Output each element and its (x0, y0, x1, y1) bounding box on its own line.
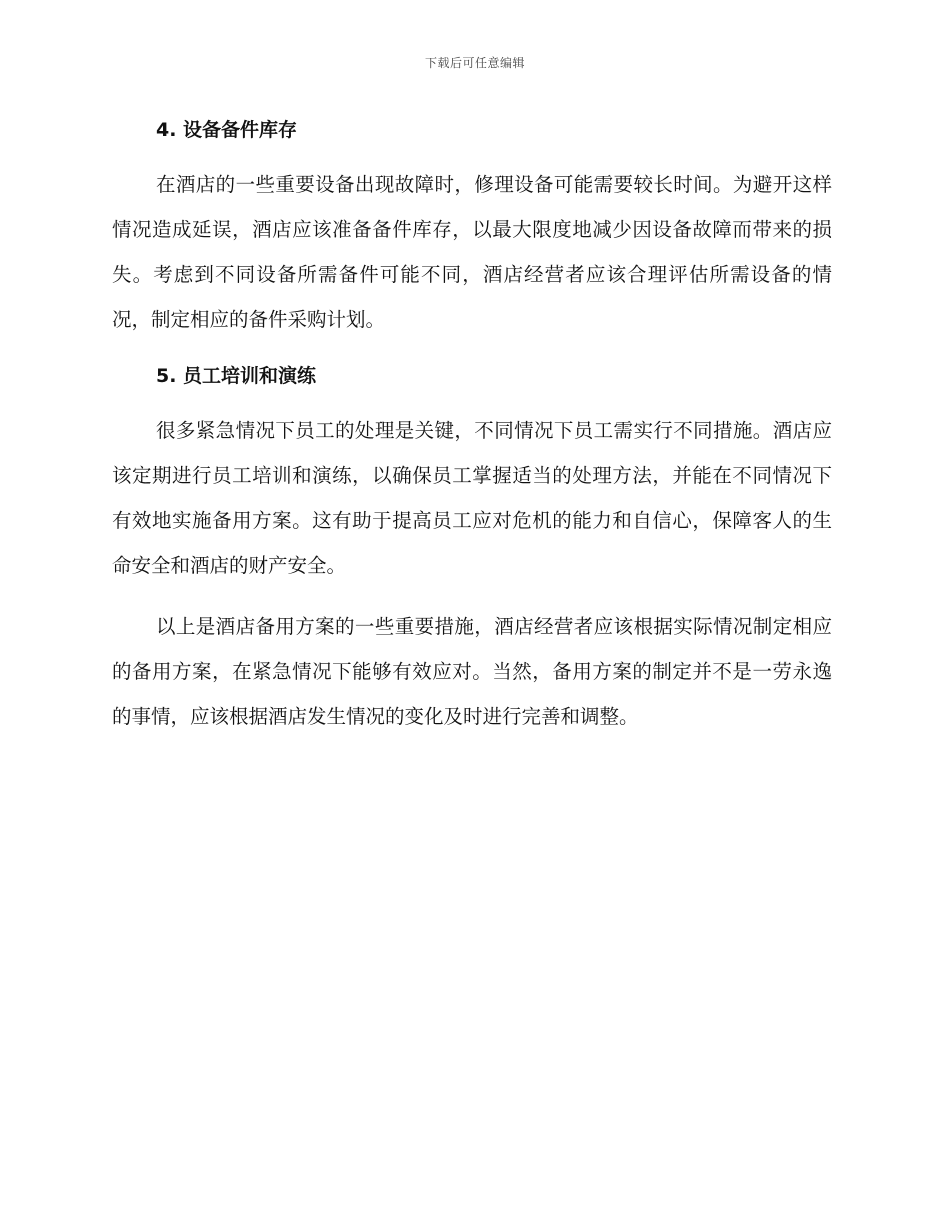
section-paragraph-staff-training: 很多紧急情况下员工的处理是关键，不同情况下员工需实行不同措施。酒店应该定期进行员工培训和演练，以确保员工掌握适当的处理方法，并能在不同情况下有效地实施备用方案。这有助于提高员工应对危机的能力和自信心，保障客人的生命安全和酒店的财产安全。 (112, 419, 832, 577)
section-paragraph-spare-parts: 在酒店的一些重要设备出现故障时，修理设备可能需要较长时间。为避开这样情况造成延误，酒店应该准备备件库存，以最大限度地减少因设备故障而带来的损失。考虑到不同设备所需备件可能不同，酒店经营者应该合理评估所需设备的情况，制定相应的备件采购计划。 (112, 173, 832, 331)
section-heading-staff-training: 5. 员工培训和演练 (156, 365, 317, 387)
document-body (112, 112, 832, 739)
header-note: 下载后可任意编辑 (424, 56, 525, 70)
section-heading-spare-parts: 4. 设备备件库存 (156, 119, 298, 141)
conclusion-paragraph: 以上是酒店备用方案的一些重要措施，酒店经营者应该根据实际情况制定相应的备用方案，在紧急情况下能够有效应对。当然，备用方案的制定并不是一劳永逸的事情，应该根据酒店发生情况的变化及时进行完善和调整。 (112, 615, 832, 728)
